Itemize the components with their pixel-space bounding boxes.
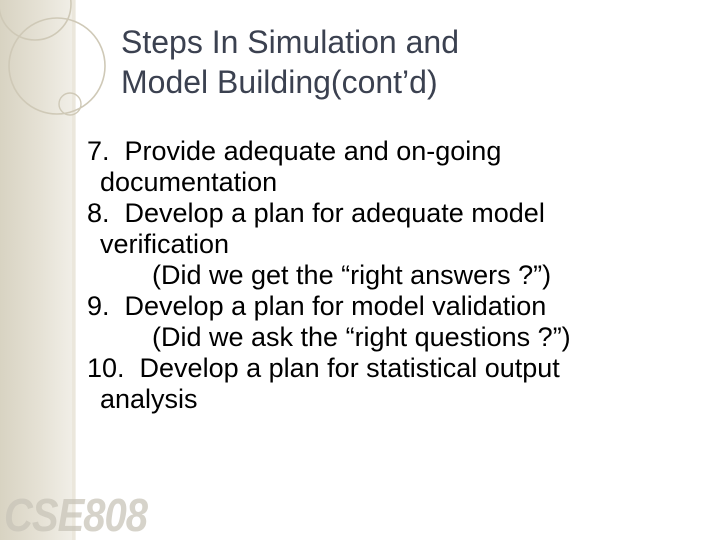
note-text: (Did we get the “right answers ?”) bbox=[152, 260, 552, 290]
item-number: 8. bbox=[87, 198, 125, 228]
item-number: 7. bbox=[87, 136, 125, 166]
course-watermark: CSE808 bbox=[4, 490, 147, 542]
item-continuation: documentation bbox=[100, 167, 278, 197]
item-text: Develop a plan for adequate model bbox=[124, 198, 545, 228]
item-text: Develop a plan for statistical output bbox=[139, 353, 560, 383]
item-text: Provide adequate and on-going bbox=[124, 136, 502, 166]
list-item bbox=[87, 291, 707, 322]
item-text: Develop a plan for model validation bbox=[124, 291, 547, 321]
item-continuation: verification bbox=[100, 229, 230, 259]
note-text: (Did we ask the “right questions ?”) bbox=[152, 322, 571, 352]
list-item bbox=[87, 198, 707, 260]
ring-large bbox=[0, 0, 71, 40]
list-item bbox=[87, 353, 707, 415]
slide-title-line-1: Steps In Simulation and bbox=[121, 24, 459, 60]
item-continuation: analysis bbox=[100, 384, 198, 414]
list-item bbox=[87, 136, 707, 198]
item-number: 9. bbox=[87, 291, 125, 321]
list-note bbox=[87, 260, 707, 291]
list-note bbox=[87, 322, 707, 353]
item-number: 10. bbox=[87, 353, 140, 383]
slide-title-line-2: Model Building(cont’d) bbox=[121, 64, 438, 100]
slide-title bbox=[121, 22, 681, 102]
steps-list bbox=[87, 136, 707, 415]
